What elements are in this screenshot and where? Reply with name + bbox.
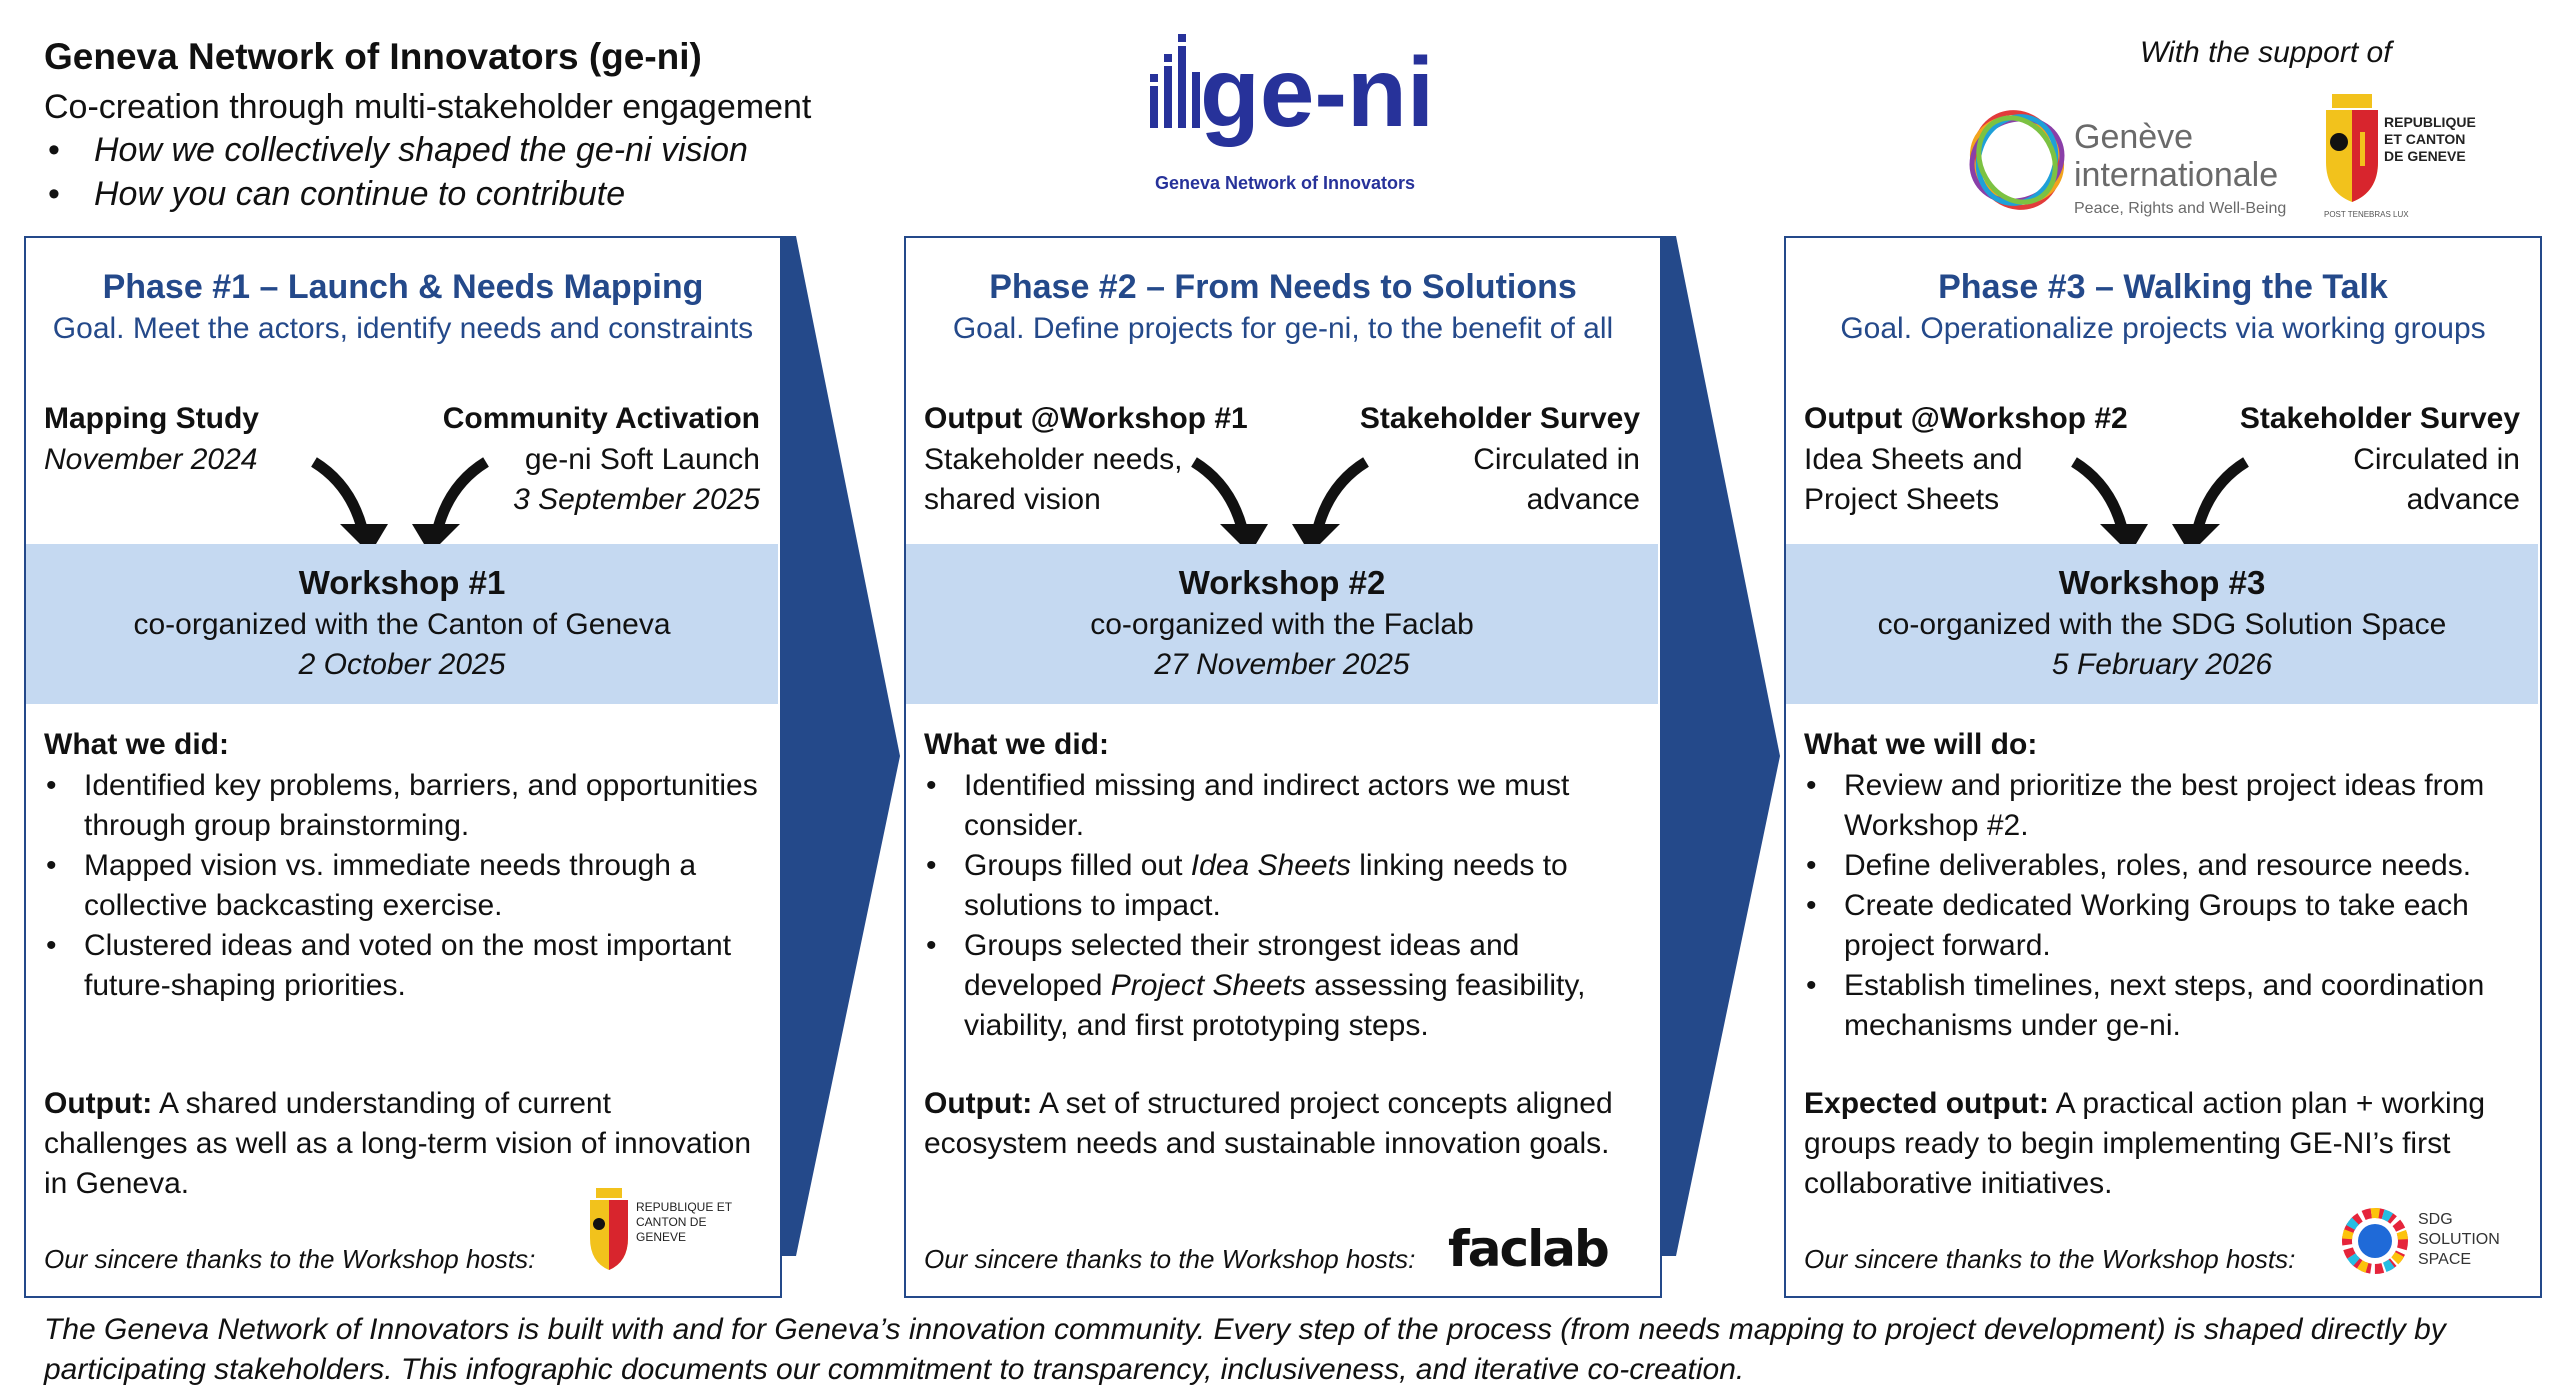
did-list [1804,766,2520,1046]
thanks-text: Our sincere thanks to the Workshop hosts: [44,1244,536,1274]
gi-line1: Genève [2074,118,2194,156]
input-left-line: shared vision [924,483,1101,516]
phase-goal: Goal. Define projects for ge-ni, to the benefit of all [952,312,1614,345]
host-logo-text: SDG SOLUTION SPACE [2418,1211,2500,1268]
output-body: A practical action plan + working groups ready to begin implementing GE-NI’s first collaborative initiatives. [1804,1087,2486,1200]
support-label: With the support of [2140,36,2392,69]
did-item: • Create dedicated Working Groups to take each project forward. [1804,886,2520,966]
workshop-date: 5 February 2026 [2051,648,2273,681]
workshop-title: Workshop #3 [2058,564,2266,601]
host-logo-text: REPUBLIQUE ET CANTON DE GENEVE [636,1200,732,1244]
phase-arrow-1 [776,236,906,1256]
output-text [1804,1084,2520,1204]
sheet-term: Project Sheets [1110,969,1306,1002]
phase-title: Phase #2 – From Needs to Solutions [989,268,1577,306]
canton-line1: REPUBLIQUE [2384,114,2476,130]
thanks-text: Our sincere thanks to the Workshop hosts: [924,1244,1416,1274]
workshop-date: 27 November 2025 [1154,648,1410,681]
sheet-term: Idea Sheets [1190,849,1351,882]
gi-wordmark [2074,118,2278,194]
input-left-line: Project Sheets [1804,483,2000,516]
header-bullet: • How you can continue to contribute [44,172,748,216]
did-heading: What we will do: [1804,728,2038,761]
input-left-line: Idea Sheets and [1804,443,2023,476]
input-left-label: Output @Workshop #2 [1804,402,2128,435]
input-right-line: advance [1526,483,1640,516]
phase-goal: Goal. Operationalize projects via working groups [1840,312,2486,345]
thanks-text: Our sincere thanks to the Workshop hosts: [1804,1244,2296,1274]
workshop-coorganizer: co-organized with the Faclab [1090,608,1474,641]
geneve-internationale-logo-icon [1962,100,2072,220]
workshop-coorganizer: co-organized with the Canton of Geneva [133,608,671,641]
canton-line2: ET CANTON [2384,131,2466,147]
page-subtitle: Co-creation through multi-stakeholder engagement [44,88,812,126]
input-right-label: Stakeholder Survey [1359,402,1640,435]
did-heading: What we did: [44,728,229,761]
workshop-date: 2 October 2025 [298,648,506,681]
output-body: A set of structured project concepts aligned ecosystem needs and sustainable innovation goals. [924,1087,1613,1160]
did-item: • Identified key problems, barriers, and opportunities through group brainstorming. [44,766,760,846]
input-right-label: Stakeholder Survey [2239,402,2520,435]
output-text [924,1084,1640,1164]
sdg-wheel-icon [2340,1206,2410,1276]
did-item: • Groups filled out Idea Sheets linking needs to solutions to impact. [924,846,1640,926]
did-item: • Groups selected their strongest ideas and developed Project Sheets assessing feasibility, viability, and first prototyping steps. [924,926,1640,1046]
canton-host-logo-icon [588,1186,630,1276]
canton-line3: DE GENEVE [2384,148,2466,164]
canton-logo-text [2384,114,2476,165]
input-left-line: November 2024 [44,443,258,476]
logo-tagline: Geneva Network of Innovators [1154,173,1416,193]
output-label: Output: [44,1087,153,1120]
output-label: Expected output: [1804,1087,2049,1120]
input-left-label: Mapping Study [44,402,259,435]
host-logo-text: faclab [1448,1220,1608,1278]
canton-motto: POST TENEBRAS LUX [2324,210,2409,219]
did-item: • Identified missing and indirect actors we must consider. [924,766,1640,846]
did-list [924,766,1640,1046]
input-left-label: Output @Workshop #1 [924,402,1248,435]
header-bullets [44,128,748,216]
phase-goal: Goal. Meet the actors, identify needs and constraints [52,312,754,345]
did-item: • Establish timelines, next steps, and coordination mechanisms under ge-ni. [1804,966,2520,1046]
did-list [44,766,760,1006]
output-text [44,1084,760,1204]
input-right-line: advance [2406,483,2520,516]
footer-note: The Geneva Network of Innovators is built with and for Geneva’s innovation community. Every step of the process (from needs mapping to project development) is shaped directly by participating stakeholders. This infographic documents our commitment to transparency, inclusiveness, and iterative co-creation. [44,1313,2446,1386]
logo-wordmark: ge-ni [1200,37,1435,147]
ge-ni-logo [1140,26,1440,176]
input-right-line: ge-ni Soft Launch [524,443,760,476]
input-right-line: Circulated in [2353,443,2520,476]
phase-title: Phase #3 – Walking the Talk [1938,268,2388,306]
output-label: Output: [924,1087,1033,1120]
input-right-line: Circulated in [1473,443,1640,476]
workshop-coorganizer: co-organized with the SDG Solution Space [1877,608,2447,641]
did-heading: What we did: [924,728,1109,761]
input-right-label: Community Activation [442,402,760,435]
did-item: • Define deliverables, roles, and resource needs. [1804,846,2520,886]
workshop-title: Workshop #2 [1178,564,1386,601]
phase-title: Phase #1 – Launch & Needs Mapping [102,268,704,306]
phase-arrow-2 [1656,236,1786,1256]
did-item: • Clustered ideas and voted on the most important future-shaping priorities. [44,926,760,1006]
input-left-line: Stakeholder needs, [924,443,1183,476]
page-title: Geneva Network of Innovators (ge-ni) [44,36,702,77]
output-body: A shared understanding of current challenges as well as a long-term vision of innovation in Geneva. [44,1087,752,1200]
did-item: • Review and prioritize the best project ideas from Workshop #2. [1804,766,2520,846]
geneva-coat-of-arms-icon [2322,92,2382,212]
gi-line2: internationale [2074,156,2279,194]
input-right-line: 3 September 2025 [513,483,760,516]
gi-tagline: Peace, Rights and Well-Being [2074,200,2287,217]
header-bullet: • How we collectively shaped the ge-ni vision [44,128,748,172]
workshop-title: Workshop #1 [298,564,506,601]
did-item: • Mapped vision vs. immediate needs through a collective backcasting exercise. [44,846,760,926]
